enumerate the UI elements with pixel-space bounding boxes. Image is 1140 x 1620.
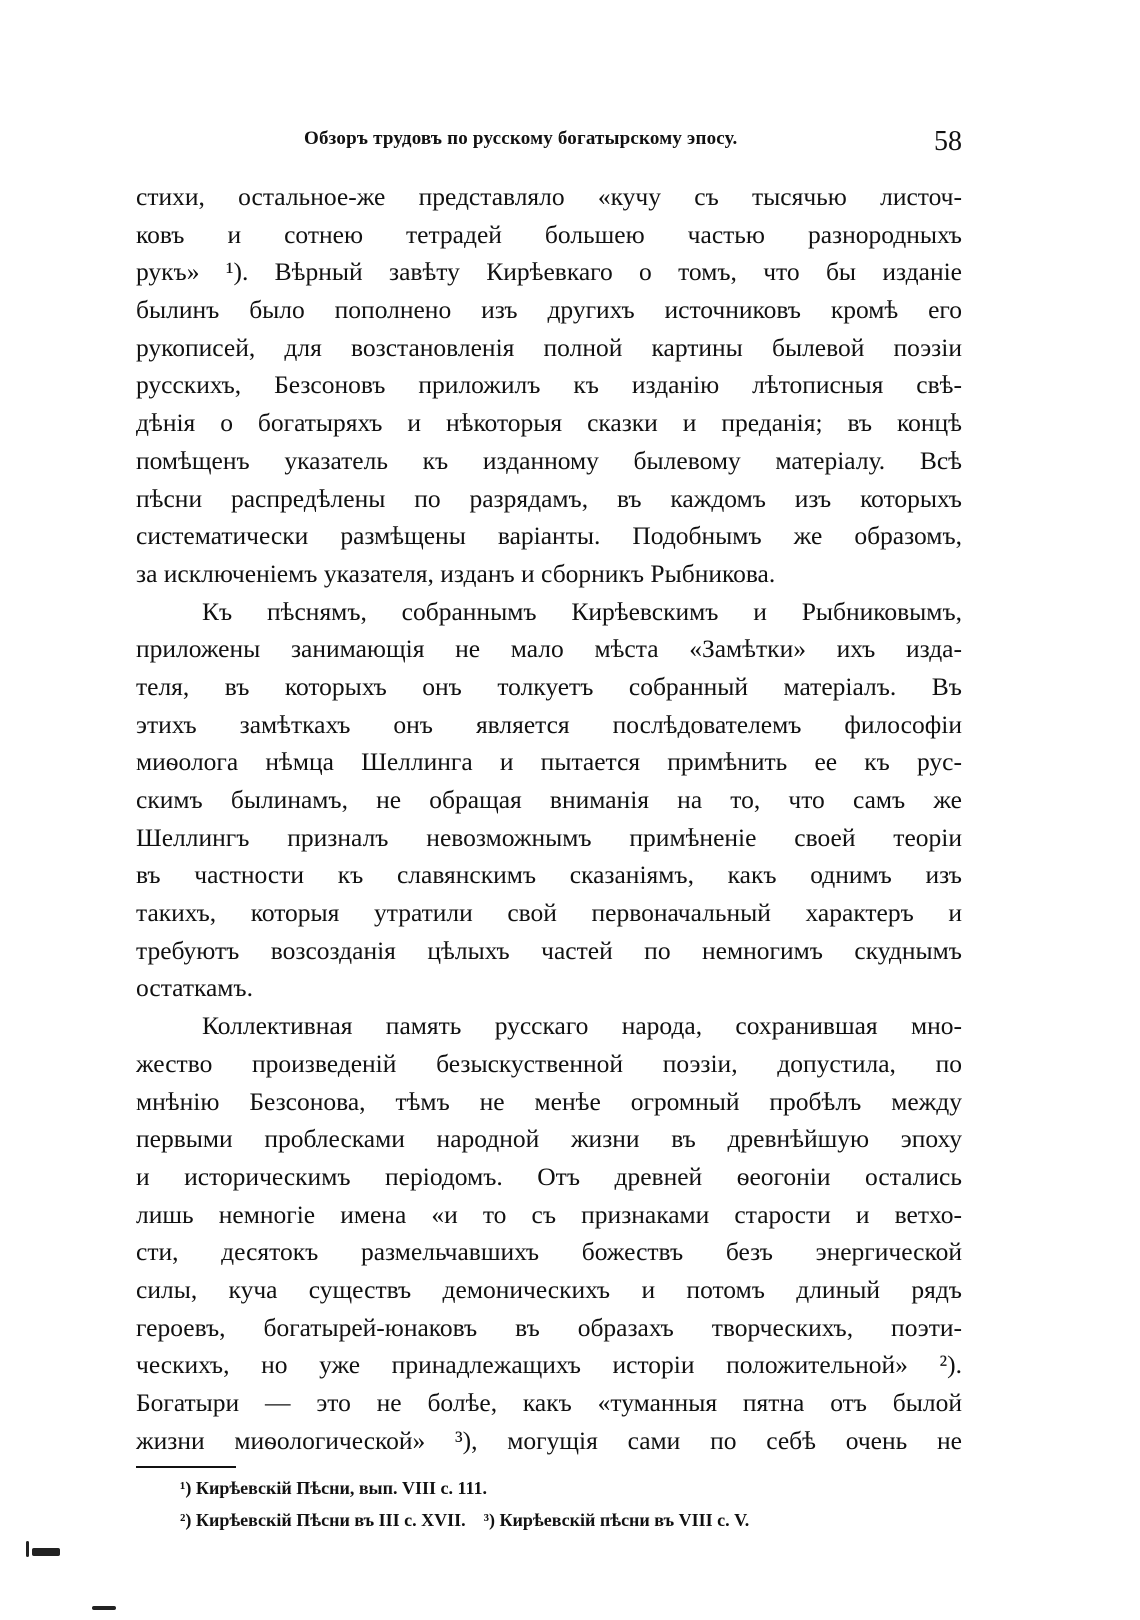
footnote-2: ²) Кирѣевскій Пѣсни въ III с. XVII. bbox=[180, 1510, 466, 1530]
running-title: Обзоръ трудовъ по русскому богатырскому эпосу. bbox=[304, 128, 738, 149]
text-line: Богатыри — это не болѣе, какъ «туманныя пятна отъ былой bbox=[136, 1388, 962, 1417]
text-line: жизни миѳологической» ³), могущія сами по себѣ очень не bbox=[136, 1425, 962, 1455]
text-line: помѣщенъ указатель къ изданному былевому матеріалу. Всѣ bbox=[136, 445, 962, 475]
text-line: жество произведеній безыскуственной поэзіи, допустила, по bbox=[136, 1048, 962, 1078]
text-line: русскихъ, Безсоновъ приложилъ къ изданію лѣтописныя свѣ- bbox=[136, 370, 962, 400]
text-line: рукъ» ¹). Вѣрный завѣту Кирѣевкаго о томъ, что бы изданіе bbox=[136, 257, 962, 287]
text-line: ковъ и сотнею тетрадей большею частью разнородныхъ bbox=[136, 219, 962, 249]
text-line: Шеллингъ призналъ невозможнымъ примѣненіе своей теоріи bbox=[136, 822, 962, 852]
scan-smudge bbox=[32, 1548, 60, 1556]
text-line: и историческимъ періодомъ. Отъ древней ѳеогоніи остались bbox=[136, 1161, 962, 1191]
text-line: требуютъ возсозданія цѣлыхъ частей по немногимъ скуднымъ bbox=[136, 935, 962, 965]
footnote-line-2 bbox=[180, 1504, 749, 1536]
text-line: пѣсни распредѣлены по разрядамъ, въ каждомъ изъ которыхъ bbox=[136, 483, 962, 513]
text-line: Къ пѣснямъ, собраннымъ Кирѣевскимъ и Рыбниковымъ, bbox=[202, 596, 962, 626]
text-line: систематически размѣщены варіанты. Подобнымъ же образомъ, bbox=[136, 521, 962, 551]
text-line: скимъ былинамъ, не обращая вниманія на то, что самъ же bbox=[136, 785, 962, 814]
text-line: приложены занимающія не мало мѣста «Замѣтки» ихъ изда- bbox=[136, 634, 962, 664]
footnote-1: ¹) Кирѣевскій Пѣсни, вып. VIII с. 111. bbox=[180, 1478, 487, 1498]
text-line: остаткамъ. bbox=[136, 973, 253, 1003]
text-line: въ частности къ славянскимъ сказаніямъ, какъ однимъ изъ bbox=[136, 860, 962, 890]
text-line: Коллективная память русскаго народа, сохранившая мно- bbox=[202, 1011, 962, 1041]
text-line: лишь немногіе имена «и то съ признаками старости и ветхо- bbox=[136, 1199, 962, 1229]
text-line: дѣнія о богатыряхъ и нѣкоторыя сказки и преданія; въ концѣ bbox=[136, 408, 962, 438]
text-line: за исключеніемъ указателя, изданъ и сборникъ Рыбникова. bbox=[136, 558, 776, 588]
text-line: сти, десятокъ размельчавшихъ божествъ безъ энергической bbox=[136, 1237, 962, 1267]
footnote-3: ³) Кирѣевскій пѣсни въ VIII с. V. bbox=[483, 1510, 750, 1530]
text-line: героевъ, богатырей-юнаковъ въ образахъ творческихъ, поэти- bbox=[136, 1312, 962, 1342]
scan-smudge bbox=[26, 1541, 29, 1557]
text-line: первыми проблесками народной жизни въ древнѣйшую эпоху bbox=[136, 1124, 962, 1154]
text-line: рукописей, для возстановленія полной картины былевой поэзіи bbox=[136, 332, 962, 362]
footnote-divider bbox=[136, 1466, 236, 1468]
text-line: мнѣнію Безсонова, тѣмъ не менѣе огромный пробѣлъ между bbox=[136, 1086, 962, 1116]
page-number: 58 bbox=[934, 126, 962, 157]
text-line: этихъ замѣткахъ онъ является послѣдователемъ философіи bbox=[136, 709, 962, 739]
text-line: миѳолога нѣмца Шеллинга и пытается примѣнить ее къ рус- bbox=[136, 747, 962, 777]
text-line: ческихъ, но уже принадлежащихъ исторіи положительной» ²). bbox=[136, 1350, 962, 1380]
body-text bbox=[136, 178, 962, 1459]
footnotes bbox=[180, 1472, 749, 1536]
text-line: стихи, остальное-же представляло «кучу съ тысячью листоч- bbox=[136, 182, 962, 211]
scan-smudge bbox=[92, 1606, 116, 1610]
text-line: былинъ было пополнено изъ другихъ источниковъ кромѣ его bbox=[136, 295, 962, 325]
text-line: такихъ, которыя утратили свой первоначальный характеръ и bbox=[136, 898, 962, 928]
text-line: теля, въ которыхъ онъ толкуетъ собранный матеріалъ. Въ bbox=[136, 671, 962, 701]
text-line: силы, куча существъ демоническихъ и потомъ длиный рядъ bbox=[136, 1274, 962, 1304]
